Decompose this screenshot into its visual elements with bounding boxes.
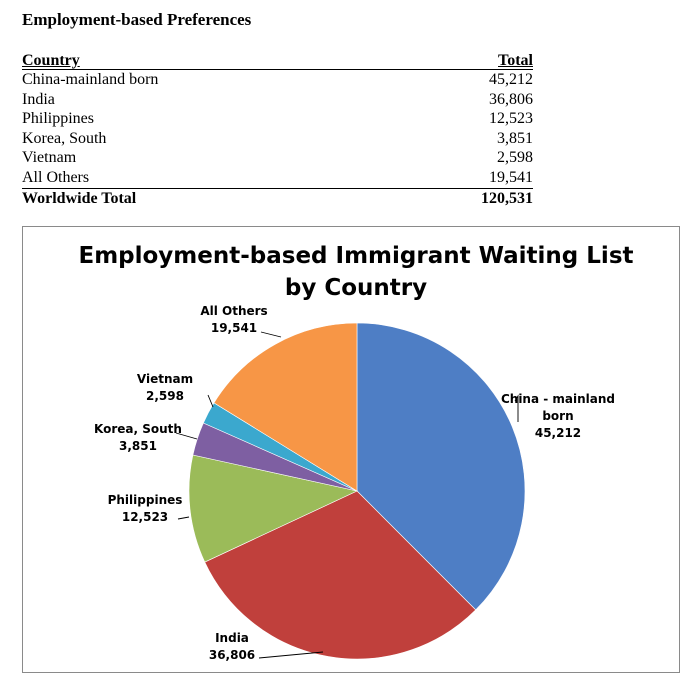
leader-line-india — [259, 652, 323, 658]
slice-value-label: 2,598 — [146, 389, 184, 403]
total-cell: 36,806 — [489, 90, 533, 108]
chart-title-line-2: by Country — [284, 275, 428, 301]
slice-label-philippines — [108, 493, 183, 524]
total-cell: 3,851 — [497, 129, 533, 147]
pie-chart-panel — [22, 226, 680, 673]
slice-value-label: 12,523 — [121, 510, 169, 524]
total-cell: 12,523 — [489, 110, 533, 128]
country-table — [22, 52, 533, 208]
table-header-row — [22, 52, 533, 70]
total-cell: 2,598 — [497, 149, 533, 167]
slice-name-label: All Others — [200, 304, 268, 318]
slice-name-label: India — [215, 631, 249, 645]
table-row — [22, 168, 533, 188]
total-label: Worldwide Total — [22, 189, 137, 207]
total-cell: 45,212 — [489, 71, 533, 88]
slice-name-label: Korea, South — [94, 422, 182, 436]
total-cell: 19,541 — [489, 168, 533, 186]
leader-line-vietnam — [208, 395, 213, 407]
slice-name-label: China - mainland — [500, 392, 616, 406]
country-cell: Korea, South — [22, 129, 107, 147]
document-heading: Employment-based Preferences — [22, 10, 252, 29]
slice-label-korea-south — [94, 422, 182, 453]
country-cell: Philippines — [22, 110, 95, 128]
slice-name-label: born — [542, 409, 574, 423]
table-row — [22, 90, 533, 110]
chart-title-line-1: Employment-based Immigrant Waiting List — [78, 243, 634, 269]
slice-name-label: Vietnam — [136, 372, 194, 386]
country-cell: China-mainland born — [22, 71, 159, 88]
slice-value-label: 3,851 — [119, 439, 157, 453]
slice-value-label: 36,806 — [208, 648, 256, 662]
leader-line-all-others — [261, 332, 281, 337]
table-row — [22, 70, 533, 90]
table-row — [22, 109, 533, 129]
table-row — [22, 148, 533, 168]
worldwide-total-row — [22, 188, 533, 209]
slice-name-label: Philippines — [107, 493, 183, 507]
country-cell: All Others — [22, 168, 90, 186]
leader-line-philippines — [178, 517, 189, 519]
country-cell: India — [22, 90, 55, 108]
pie-chart — [23, 227, 679, 672]
total-value: 120,531 — [481, 189, 533, 207]
slice-label-vietnam — [137, 372, 193, 403]
pie-slices — [189, 323, 525, 659]
slice-label-all-others — [200, 304, 267, 335]
column-header-country: Country — [22, 52, 80, 69]
table-row — [22, 129, 533, 149]
chart-title — [78, 243, 633, 301]
column-header-total: Total — [498, 52, 533, 69]
slice-value-label: 45,212 — [534, 426, 582, 440]
country-cell: Vietnam — [22, 149, 77, 167]
slice-label-india — [209, 631, 255, 662]
slice-value-label: 19,541 — [210, 321, 258, 335]
